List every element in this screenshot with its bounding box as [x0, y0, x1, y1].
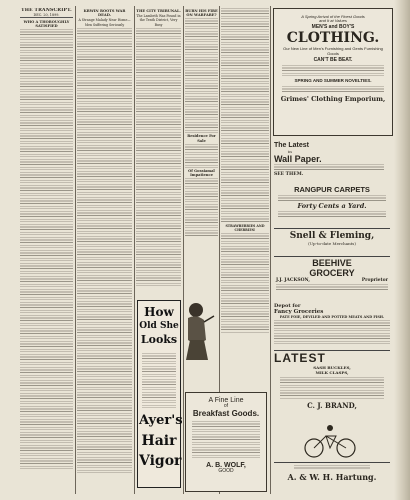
ad-line: Breakfast Goods.: [192, 408, 260, 418]
ad-word: How: [144, 305, 174, 319]
article-text: [221, 8, 269, 223]
ad-sub: Forty Cents a Yard.: [297, 202, 367, 210]
ad-owner: J.J. JACKSON,: [276, 278, 310, 283]
carpets-ad: [274, 185, 390, 227]
ad-brand: Hair: [141, 433, 177, 449]
ad-line: and It at Values: [319, 18, 347, 24]
ad-sub: (Up-to-date Merchants): [308, 241, 356, 246]
ad-line: MILK CLASPS,: [315, 370, 349, 375]
ad-line: of: [223, 403, 229, 410]
bicycle-illustration: [300, 422, 360, 458]
ad-brand: Vigor: [139, 453, 182, 469]
snell-fleming-ad: [274, 228, 390, 253]
ad-text: [276, 284, 388, 290]
ad-role: Proprietor: [361, 278, 388, 283]
clothing-ad: [273, 8, 393, 136]
ad-line: A Spring Arrival of the Finest Goods: [301, 14, 365, 19]
strawberries-heading: STRAWBERRIES AND CHERRIES!: [225, 224, 265, 233]
ad-word: Looks: [140, 333, 178, 346]
ad-title: CLOTHING.: [286, 29, 380, 46]
insurance-heading: Of Gossiamal Impatience: [188, 168, 215, 178]
ad-text: [142, 353, 176, 408]
ad-text: [278, 195, 386, 201]
ad-brand: Ayer's: [139, 413, 183, 428]
ad-text: [282, 86, 384, 94]
beehive-grocery-ad: [274, 256, 390, 301]
article-text: [185, 144, 218, 168]
column-4-headline: BURN HIS FIRE ON WARFARE?: [185, 9, 218, 18]
ad-name: A. & W. H. Hartung.: [287, 472, 377, 482]
column-4: [185, 8, 218, 290]
column-rule: [183, 6, 184, 494]
ad-sign: GOOD: [218, 468, 234, 475]
ad-line: SASH BUCKLES,: [313, 365, 351, 370]
article-text: [20, 29, 73, 469]
article-text: [185, 178, 218, 238]
ad-line: SEE THEM.: [274, 172, 304, 177]
ad-line: in: [288, 149, 292, 154]
ad-word: Old She: [139, 321, 179, 331]
ad-sub: Fancy Groceries: [274, 309, 324, 315]
ad-title: RANGPUR CARPETS: [294, 185, 370, 194]
ad-line: SPRING AND SUMMER NOVELTIES.: [294, 77, 372, 83]
column-rule: [134, 6, 135, 494]
ad-name: A. B. WOLF,: [206, 461, 246, 469]
fancy-groceries-ad: [274, 303, 390, 349]
ayers-hair-vigor-ad: [137, 300, 181, 488]
column-3-headline: THE CITY TRIBUNAL.: [136, 9, 181, 13]
ad-text: [294, 465, 370, 470]
column-5: [221, 8, 269, 380]
breakfast-goods-ad: [185, 392, 267, 492]
ad-title: LATEST: [274, 351, 326, 365]
hartung-ad: [274, 462, 390, 493]
ad-title: Depot for: [274, 303, 301, 309]
residence-heading: Residence For Sale: [187, 134, 216, 143]
column-2-subhead: A Strange Malady Near Home—Men Suffering Seriously: [78, 18, 131, 27]
ad-text: [274, 320, 390, 346]
article-text: [136, 28, 181, 288]
article-text: [77, 28, 132, 473]
ad-store: Grimes' Clothing Emporium,: [280, 94, 386, 103]
wallpaper-ad: [274, 142, 390, 182]
column-rule: [270, 6, 271, 494]
ad-title: BEEHIVE: [312, 258, 352, 268]
column-rule: [75, 6, 76, 494]
ad-line: Wall Paper.: [274, 154, 322, 164]
column-1-headline: WHO A THOROUGHLY SATISFIED: [23, 20, 70, 29]
ad-extra: PATE FOIE, DEVILED AND POTTED MEATS AND FISH.: [279, 315, 385, 319]
ad-line: CAN'T BE BEAT.: [313, 56, 353, 63]
column-3: [136, 8, 181, 294]
ad-title: Snell & Fleming,: [289, 231, 375, 241]
ad-text: [282, 65, 384, 77]
woman-illustration: [182, 296, 218, 362]
ad-line: The Latest: [274, 142, 310, 149]
masthead-date: DEC. 20, 1899.: [20, 13, 73, 18]
article-text: [185, 18, 218, 133]
column-1: [20, 8, 73, 494]
column-3-subhead: The Lambeth Was Found in the Tenth District, Very Busy: [136, 14, 181, 27]
column-2: [77, 8, 132, 494]
column-2-headline: KRWIN ROOTS WAR DEAD.: [83, 9, 126, 18]
ad-line: Our New Line of Men's Furnishing and Gents Furnishing Goods: [283, 46, 383, 56]
page-edge-shadow: [394, 0, 410, 500]
article-text: [221, 233, 269, 333]
ad-line: MEN'S and BOY'S: [311, 24, 355, 31]
ad-store: C. J. BRAND,: [307, 401, 357, 410]
ad-text: [192, 421, 260, 459]
ad-title: GROCERY: [309, 268, 355, 278]
masthead-title: THE TRANSCRIPT.: [21, 8, 72, 13]
ad-text: [278, 211, 386, 217]
latest-ad: [274, 350, 390, 421]
ad-line: A Fine Line: [208, 397, 244, 404]
ad-text: [280, 377, 384, 399]
ad-text: [274, 164, 384, 172]
